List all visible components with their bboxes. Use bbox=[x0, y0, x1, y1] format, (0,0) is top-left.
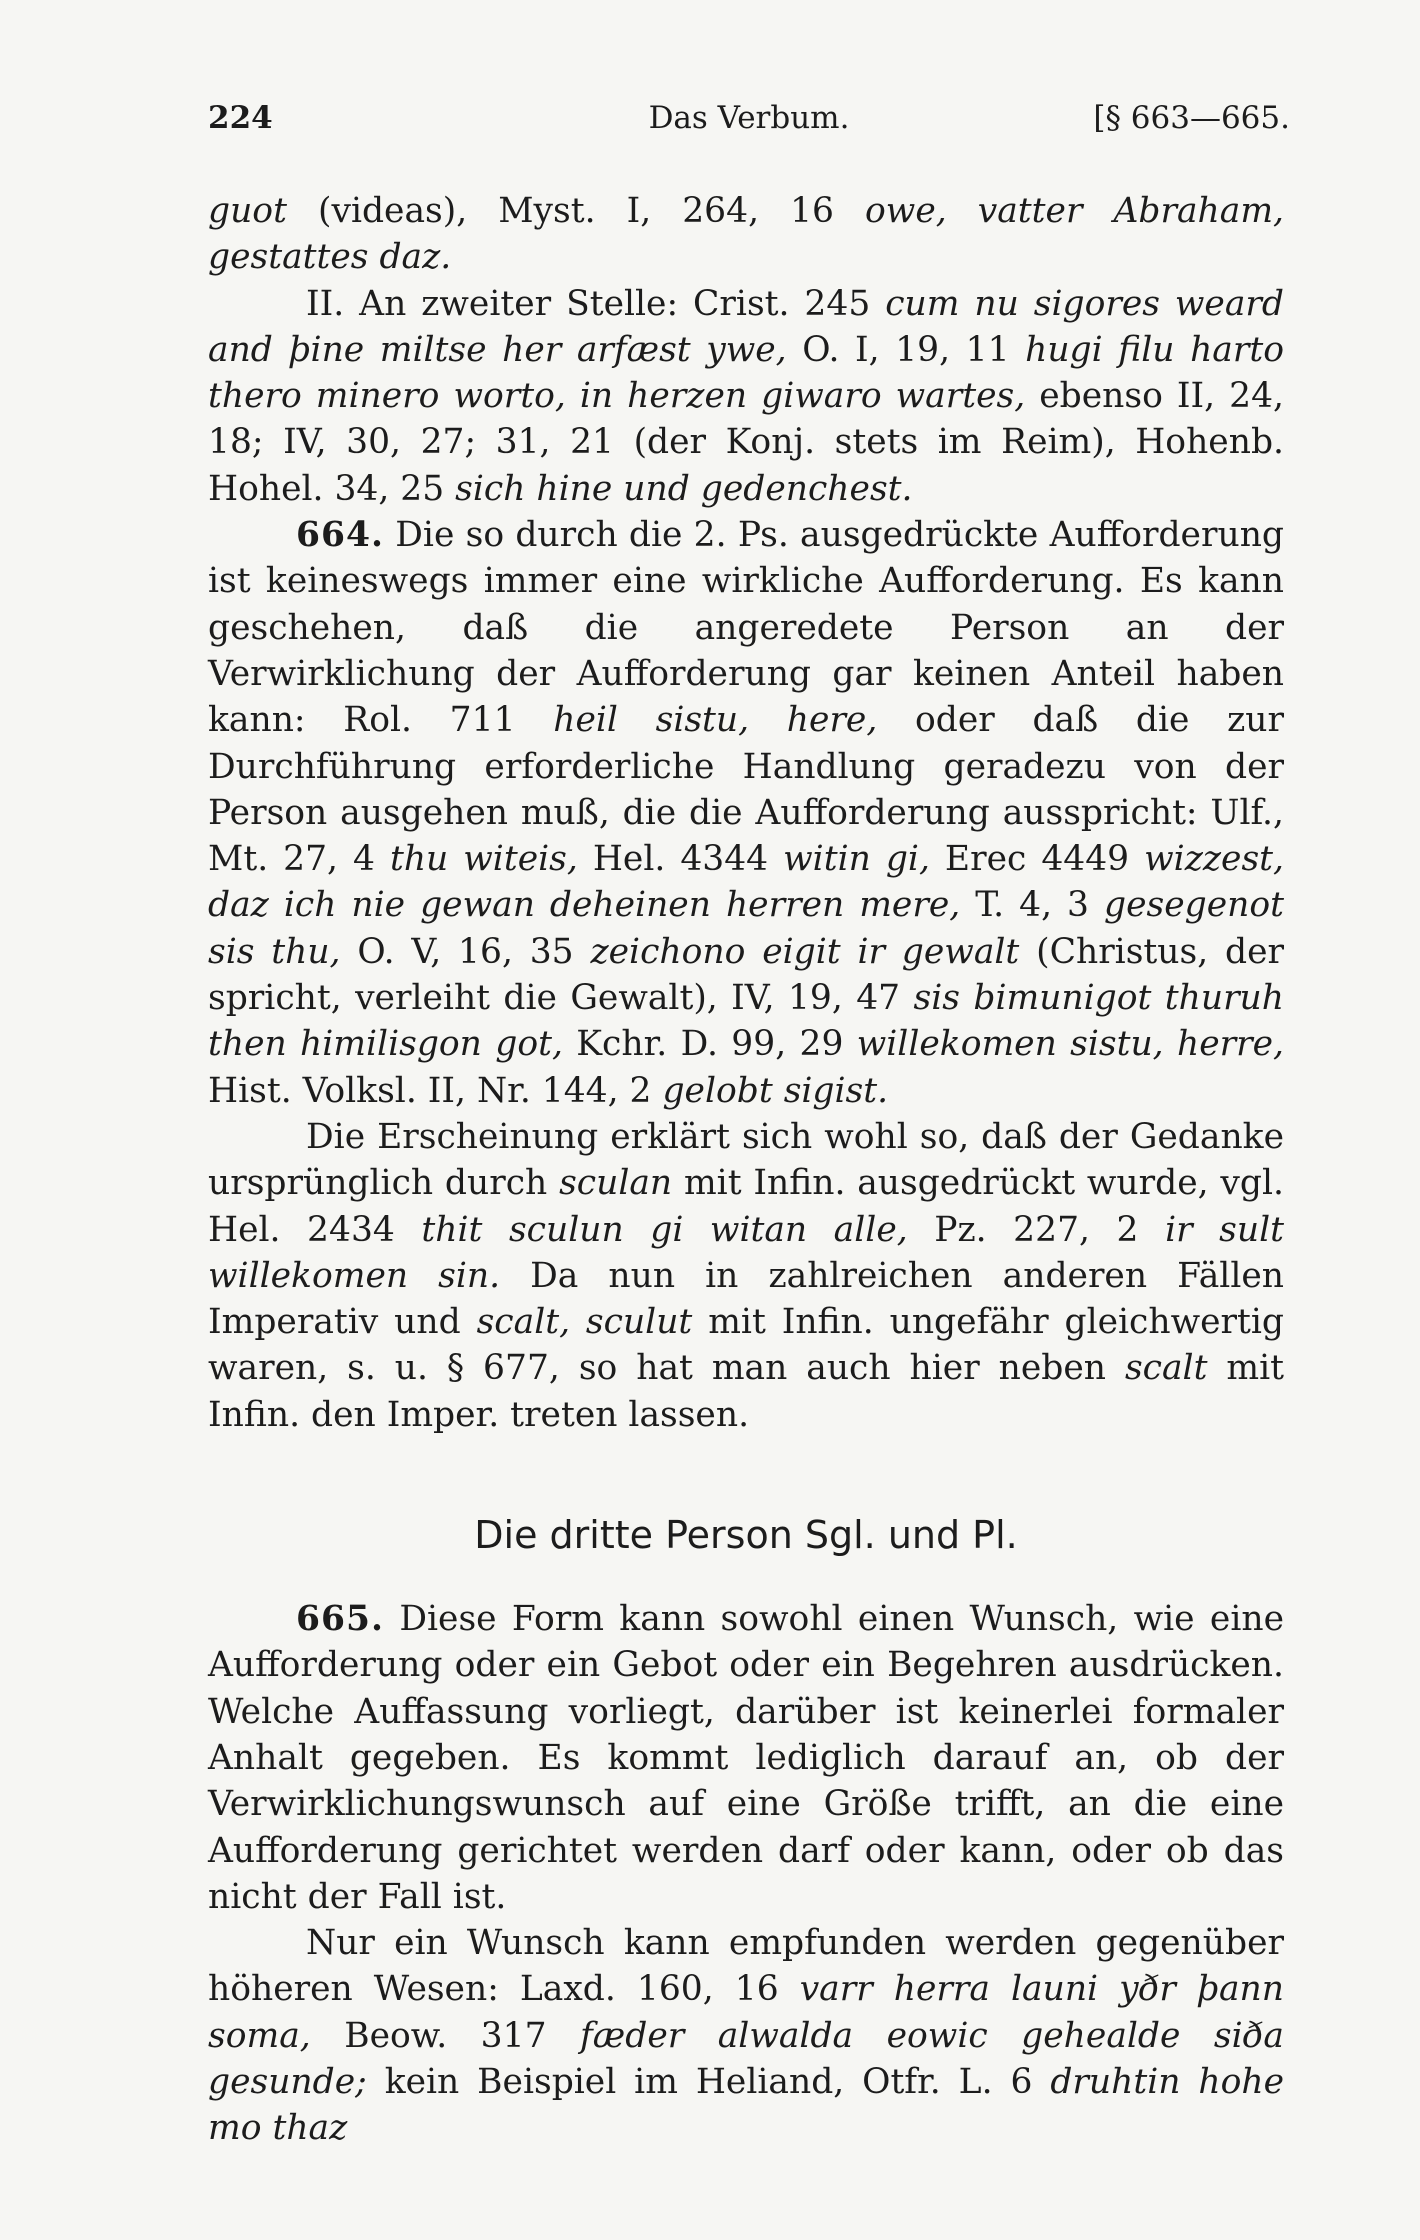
paragraph-explanation bbox=[208, 1114, 1284, 1438]
example-text: druhtin hohe mo thaz bbox=[208, 2061, 1284, 2149]
section-number: 664. bbox=[296, 515, 385, 556]
section-range: [§ 663—665. bbox=[1093, 100, 1290, 136]
example-text: scalt, sculut bbox=[476, 1302, 693, 1343]
example-text: witin gi, bbox=[783, 839, 930, 880]
text-run: Beow. 317 bbox=[310, 2015, 581, 2056]
body-text bbox=[208, 188, 1284, 2152]
example-text: sis bimunigot thuruh then himilisgon got, bbox=[208, 978, 1285, 1065]
text-run: mit Infin. ungefähr gleichwertig waren, s. u. § 677, so hat man auch hier neben bbox=[208, 1302, 1285, 1389]
text-run: Erec 4449 bbox=[929, 839, 1145, 880]
example-text: hugi filu harto thero minero worto, in herzen giwaro wartes, bbox=[208, 329, 1284, 417]
example-text: wizzest, daz ich nie gewan deheinen herren mere, bbox=[208, 839, 1284, 926]
example-text: gesegenot sis thu, bbox=[208, 885, 1284, 972]
running-title: Das Verbum. bbox=[648, 100, 850, 136]
text-run: ebenso II, 24, 18; IV, 30, 27; 31, 21 (der Konj. stets im Reim), Hohenb. Hohel. 34, 25 bbox=[208, 376, 1284, 509]
text-run: Nur ein Wunsch kann empfunden werden gegenüber höheren Wesen: Laxd. 160, 16 bbox=[208, 1923, 1284, 2010]
example-text: scalt bbox=[1124, 1348, 1208, 1389]
text-run: Diese Form kann sowohl einen Wunsch, wie eine Aufforderung oder ein Gebot oder ein Begehren ausdrücken. Welche Auffassung vorliegt, darüber ist keinerlei formaler Anhalt gegeben. Es kommt lediglich darauf an, ob der Verwirklichungswunsch auf eine Größe trifft, an die eine Aufforderung gerichtet werden darf oder kann, oder ob das nicht der Fall ist. bbox=[208, 1599, 1284, 1917]
paragraph-wish bbox=[208, 1920, 1284, 2151]
paragraph-second-position bbox=[208, 281, 1284, 512]
example-text: thu witeis, bbox=[389, 839, 578, 880]
text-run: kein Beispiel im Heliand, Otfr. L. 6 bbox=[366, 2061, 1051, 2102]
section-number: 665. bbox=[296, 1599, 385, 1640]
text-run: oder daß die zur Durchführung erforderliche Handlung geradezu von der Person ausgehen muß, die die Aufforderung ausspricht: Ulf., Mt. 27, 4 bbox=[208, 700, 1284, 880]
text-run: (Christus, der spricht, verleiht die Gewalt), IV, 19, 47 bbox=[208, 931, 1284, 1019]
example-text: fæder alwalda eowic gehealde siða gesunde; bbox=[208, 2015, 1284, 2102]
example-text: owe, vatter Abraham, gestattes daz. bbox=[208, 191, 1284, 278]
text-run: T. 4, 3 bbox=[960, 885, 1105, 926]
text-run: mit Infin. ausgedrückt wurde, vgl. Hel. 2434 bbox=[208, 1163, 1284, 1250]
example-text: gelobt sigist. bbox=[662, 1070, 889, 1111]
example-text: willekomen sistu, herre, bbox=[856, 1024, 1284, 1065]
example-text: guot bbox=[208, 191, 287, 231]
section-664 bbox=[208, 512, 1284, 1114]
text-run: Da nun in zahlreichen anderen Fällen Imperativ und bbox=[208, 1255, 1285, 1343]
text-run: O. I, 19, 11 bbox=[786, 329, 1026, 370]
running-head bbox=[208, 100, 1290, 150]
example-text: varr herra launi yðr þann soma, bbox=[208, 1969, 1284, 2056]
text-run: Hist. Volksl. II, Nr. 144, 2 bbox=[208, 1070, 663, 1111]
text-run: Hel. 4344 bbox=[577, 839, 784, 880]
text-run: Die Erscheinung erklärt sich wohl so, daß der Gedanke ursprünglich durch bbox=[208, 1116, 1284, 1204]
text-run: Die so durch die 2. Ps. ausgedrückte Aufforderung ist keineswegs immer eine wirkliche Aufforderung. Es kann geschehen, daß die angeredete Person an der Verwirklichung der Aufforderung gar keinen Anteil haben kann: Rol. 711 bbox=[208, 515, 1284, 741]
example-text: heil sistu, here, bbox=[553, 700, 878, 741]
example-text: sculan bbox=[559, 1163, 673, 1204]
section-heading: Die dritte Person Sgl. und Pl. bbox=[474, 1513, 1018, 1558]
text-run: II. An zweiter Stelle: Crist. 245 bbox=[306, 283, 886, 324]
example-text: zeichono eigit ir gewalt bbox=[590, 931, 1020, 972]
paragraph-continuation bbox=[208, 188, 1284, 281]
example-text: sich hine und gedenchest. bbox=[455, 468, 913, 509]
text-run: Kchr. D. 99, 29 bbox=[562, 1024, 857, 1065]
example-text: thit sculun gi witan alle, bbox=[421, 1209, 908, 1250]
text-run: mit Infin. den Imper. treten lassen. bbox=[208, 1348, 1284, 1435]
example-text: cum nu sigores weard and þine miltse her arfæst ywe, bbox=[208, 283, 1284, 370]
text-run: Pz. 227, 2 bbox=[907, 1209, 1166, 1250]
page-number: 224 bbox=[208, 100, 273, 136]
text-run: O. V, 16, 35 bbox=[340, 931, 591, 972]
example-text: ir sult willekomen sin. bbox=[208, 1209, 1284, 1296]
section-665 bbox=[208, 1596, 1284, 1920]
text-run: (videas), Myst. I, 264, 16 bbox=[286, 191, 866, 231]
